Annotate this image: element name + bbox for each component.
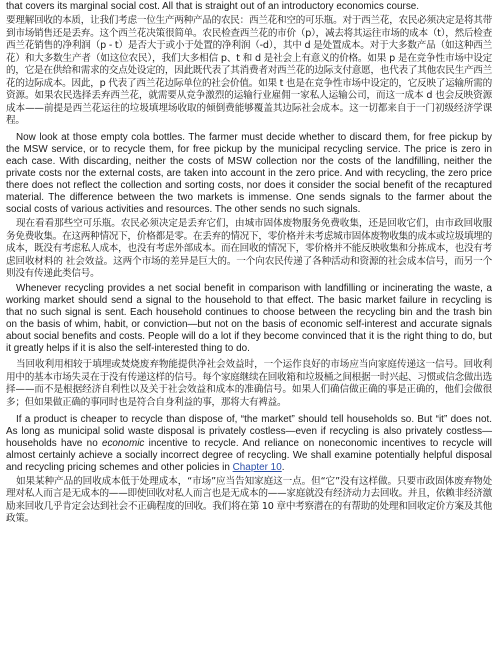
chapter-10-link[interactable]: Chapter 10 xyxy=(232,461,282,473)
emphasis-economic: economic xyxy=(101,437,145,449)
chinese-paragraph-broccoli: 要理解回收的本质，让我们考虑一位生产两种产品的农民：西兰花和空的可乐瓶。对于西兰花，农民必须决定是将其带到市场销售还是丢弃。这个西兰花决策很简单。农民检查西兰花的市价（p），减去将其运往市场的成本（t），然后检查西兰花销售的净利润（p - t）是否大于或小于处置的净利润（-d），其中 d 是处置成本。对于大多数产品（如这种西兰花）和大多数生产者（如这位农民），我们大多相信 p、t 和 d 是社会上有意义的价格。如果 p 是在竞争性市场中设定的，它是在供给和需求的交点处设定的，因此既代表了其消费者对西兰花的边际支付意愿，也代表了其他农民生产西兰花的边际成本。因此，p 代表了西兰花边际单位的社会价值。如果 t 也是在竞争性市场中设定的，它反映了运输所需的资源。如果农民选择丢弃西兰花，就需要从竞争激烈的运输行业雇佣一家私人运输公司，而这一成本 d 也会反映资源成本——前提是西兰花运往的垃圾填埋场收取的倾倒费能够覆盖其边际社会成本。这一切都来自于一门初级经济学课程。 xyxy=(6,15,492,127)
incentives-text-middle: incentive to recycle. And reliance on noneconomic incentives to recycle will almost certainly achieve a socially incorrect degree of recycling. We shall examine potentially helpful disposal and recycling pricing schemes and other policies in xyxy=(6,437,492,473)
chinese-paragraph-cola-bottles: 现在看看那些空可乐瓶。农民必须决定是丢弃它们，由城市固体废物服务免费收集，还是回收它们，由市政回收服务免费收集。在这两种情况下，价格都是零。在丢弃的情况下，零价格并未考虑城市固体废物收集的成本或垃圾填埋的成本，既没有考虑私人成本，也没有考虑外部成本。而在回收的情况下，零价格并不能反映收集和分拣成本，也没有考虑回收材料的 社会效益。这两个市场的差异是巨大的。一个向农民传递了各种活动和资源的社会成本信号，而另一个则没有传递此类信号。 xyxy=(6,218,492,280)
english-paragraph-incentives xyxy=(6,414,492,474)
english-paragraph-market-failure: Whenever recycling provides a net social benefit in comparison with landfilling or incinerating the waste, a working market should send a signal to the household to that effect. The basic market failure in recycling is that no such signal is sent. Each household continues to choose between the recycling bin and the trash bin on the basis of whim, habit, or conviction—but not on the basis of economic self-interest and accurate signals about social benefits and costs. People will do a lot if they become convinced that it is the right thing to do, but it greatly helps if it is also the self-interested thing to do. xyxy=(6,283,492,355)
chinese-paragraph-incentives: 如果某种产品的回收成本低于处理成本，“市场”应当告知家庭这一点。但“它”没有这样做。只要市政固体废弃物处理对私人而言是无成本的——即使回收对私人而言也是无成本的——家庭就没有经济动力去回收。并且，依赖非经济激励来回收几乎肯定会达到社会不正确程度的回收。我们将在第 10 章中考察潜在的有帮助的处理和回收定价方案及其他政策。 xyxy=(6,475,492,525)
incentives-text-end: . xyxy=(281,461,285,473)
english-paragraph-cola-bottles: Now look at those empty cola bottles. The farmer must decide whether to discard them, for free pickup by the MSW service, or to recycle them, for free pickup by the municipal recycling service. The price is zero in each case. With discarding, neither the costs of MSW collection nor the costs of the landfilling, neither the private costs nor the external costs, are taken into account in the zero price. And with recycling, the zero price there does not reflect the collection and sorting costs, nor does it consider the social benefit of the recaptured material. The difference between the two markets is immense. One sends signals to the farmer about the social costs of various activities and resources. The other sends no such signals. xyxy=(6,131,492,216)
incentives-text-start: If a product is cheaper to recycle than dispose of, “the market” should tell households so. But “it” does not. As long as municipal solid waste disposal is privately costless—even if recycling is also privately costless—households have no xyxy=(6,413,492,449)
chinese-paragraph-market-failure: 当回收利用相较于填埋或焚烧废弃物能提供净社会效益时，一个运作良好的市场应当向家庭传递这一信号。回收利用中的基本市场失灵在于没有传递这样的信号。每个家庭继续在回收箱和垃圾桶之间根据一时兴起、习惯或信念做出选择——而不是根据经济自利性以及关于社会效益和成本的准确信号。如果人们确信做正确的事是正确的，他们会做很多；但如果做正确的事同时也是符合自身利益的事，那将大有裨益。 xyxy=(6,359,492,408)
english-paragraph-intro-tail: that covers its marginal social cost. All that is straight out of an introductory economics course. xyxy=(6,1,420,12)
